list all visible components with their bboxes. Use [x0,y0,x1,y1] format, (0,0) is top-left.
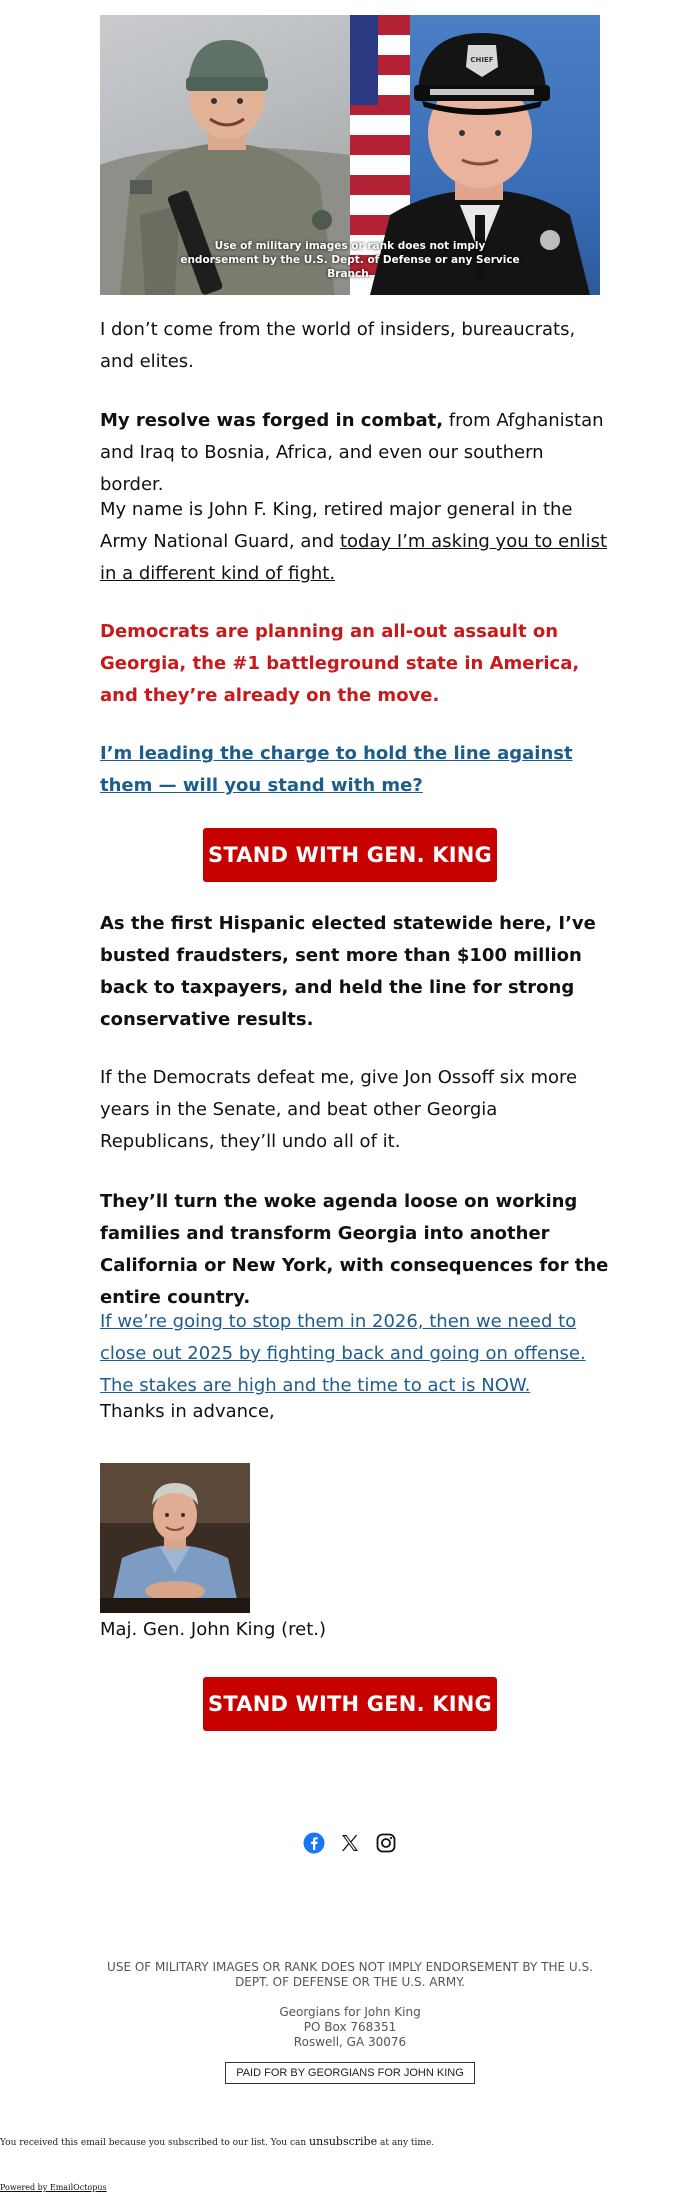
paid-for-box: PAID FOR BY GEORGIANS FOR JOHN KING [225,2062,475,2084]
unsubscribe-suffix: at any time. [377,2138,435,2148]
paragraph-intro [100,494,610,590]
mailing-address [100,2005,600,2050]
paragraph-insiders: I don’t come from the world of insiders, bureaucrats, and elites. [100,319,576,372]
stakes-link[interactable]: If we’re going to stop them in 2026, then we need to close out 2025 by fighting back and going on offense. The stakes are high and the time to act is NOW. [100,1311,586,1396]
stand-with-gen-king-button[interactable]: STAND WITH GEN. KING [203,828,497,882]
stand-with-me-link[interactable]: I’m leading the charge to hold the line against them — will you stand with me? [100,743,573,796]
paragraph-ossoff: If the Democrats defeat me, give Jon Ossoff six more years in the Senate, and beat other Georgia Republicans, they’ll undo all of it. [100,1067,578,1152]
powered-by-link[interactable]: Powered by EmailOctopus [0,2183,107,2192]
combat-bold-text: My resolve was forged in combat, [100,410,444,431]
unsubscribe-prefix: You received this email because you subscribed to our list. You can [0,2138,310,2148]
candidate-portrait [100,1463,250,1613]
paragraph-combat [100,405,610,501]
facebook-icon[interactable] [303,1832,325,1854]
paragraph-democrats-warning: Democrats are planning an all-out assault on Georgia, the #1 battleground state in America, and they’re already on the move. [100,621,580,706]
unsubscribe-notice [0,2135,434,2148]
military-disclaimer: USE OF MILITARY IMAGES OR RANK DOES NOT IMPLY ENDORSEMENT BY THE U.S. DEPT. OF DEFENSE OR THE U.S. ARMY. [107,1960,593,1989]
paragraph-woke-agenda: They’ll turn the woke agenda loose on working families and transform Georgia into another California or New York, with consequences for the entire country. [100,1191,609,1308]
intro-text: My name is John F. King, retired major general in the Army National Guard, and [100,499,573,552]
svg-text:CHIEF: CHIEF [470,56,494,64]
enlist-underlined-text: today I’m asking you to enlist in a different kind of fight. [100,531,608,584]
hero-image [100,15,600,295]
city-state-zip: Roswell, GA 30076 [293,2035,407,2049]
signature-text: Maj. Gen. John King (ret.) [100,1619,327,1640]
signoff-text: Thanks in advance, [100,1401,275,1422]
social-links [100,1832,600,1854]
unsubscribe-link[interactable]: unsubscribe [309,2135,378,2148]
hero-caption: Use of military images or rank does not imply endorsement by the U.S. Dept. of Defense or any Service Branch. [180,240,520,280]
org-name: Georgians for John King [279,2005,421,2019]
instagram-icon[interactable] [375,1832,397,1854]
paragraph-record: As the first Hispanic elected statewide here, I’ve busted fraudsters, sent more than $100 million back to taxpayers, and held the line for strong conservative results. [100,913,596,1030]
po-box: PO Box 768351 [303,2020,397,2034]
combat-rest-text: from Afghanistan and Iraq to Bosnia, Africa, and even our southern border. [100,410,604,495]
x-icon[interactable] [339,1832,361,1854]
stand-with-gen-king-button-bottom[interactable]: STAND WITH GEN. KING [203,1677,497,1731]
